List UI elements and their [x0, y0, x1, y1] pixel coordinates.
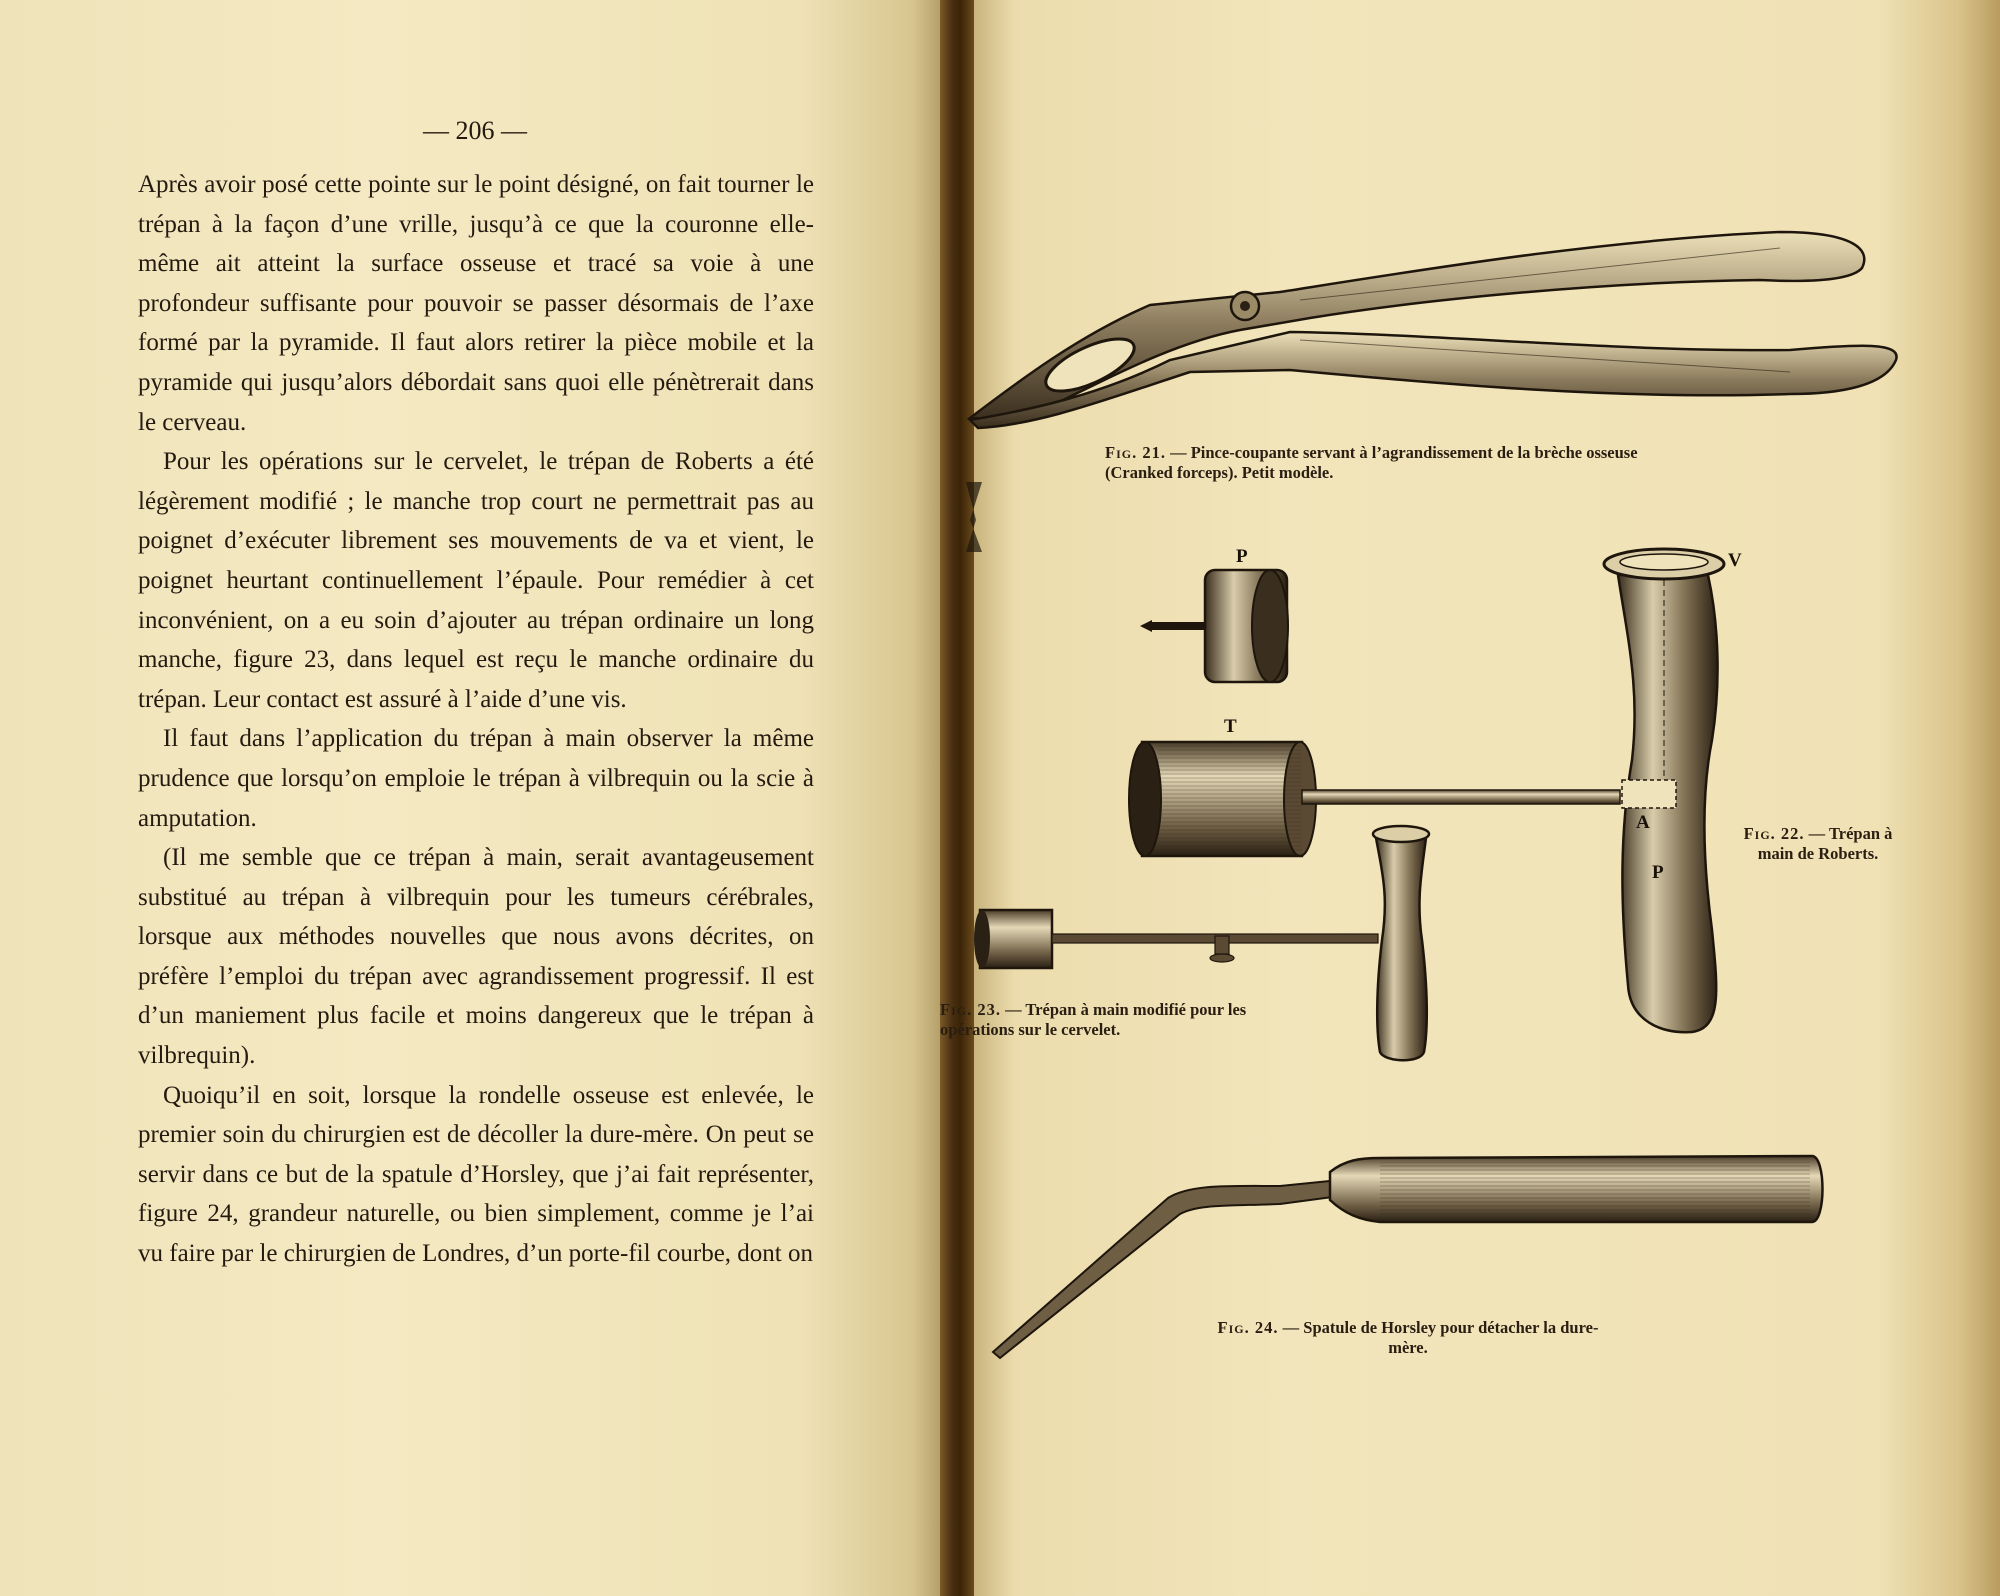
paragraph: Après avoir posé cette pointe sur le point désigné, on fait tourner le trépan à la façon d’une vrille, jusqu’à ce que la couronne elle-même ait atteint la surface osseuse et tracé sa voie à une profondeur suffisante pour pouvoir se passer désormais de l’axe formé par la pyramide. Il faut alors retirer la pièce mobile et la pyramide qui jusqu’alors débordait sans quoi elle pénètrerait dans le cerveau.	[138, 171, 814, 436]
fig22-caption	[1728, 824, 1908, 864]
fig23-text: — Trépan à main modifié pour les opérations sur le cervelet.	[940, 1000, 1247, 1039]
page-number: — 206 —	[423, 116, 527, 145]
paragraph: Quoiqu’il en soit, lorsque la rondelle osseuse est enlevée, le premier soin du chirurgien est de décoller la dure-mère. On peut se servir dans ce but de la spatule d’Horsley, que j’ai fait représenter, figure 24, grandeur naturelle, ou bien simplement, comme je l’ai vu faire par le chirurgien de Londres, d’un porte-fil courbe, dont on	[138, 1081, 814, 1268]
fig23-label: Fig. 23.	[940, 1000, 1001, 1019]
paragraph: Il faut dans l’application du trépan à main observer la même prudence que lorsqu’on emploie le trépan à vilbrequin ou la scie à amputation.	[138, 725, 814, 832]
label-t: T	[1224, 716, 1237, 737]
label-p-handle: P	[1652, 862, 1664, 883]
fig22-label: Fig. 22.	[1743, 824, 1805, 843]
fig24-text: — Spatule de Horsley pour détacher la dure-mère.	[1282, 1318, 1599, 1357]
forceps-illustration	[970, 232, 1897, 428]
fig22-text: — Trépan à main de Roberts.	[1757, 824, 1893, 863]
label-a: A	[1636, 812, 1650, 833]
fig21-caption	[1105, 443, 1665, 483]
paragraph: (Il me semble que ce trépan à main, serait avantageusement substitué au trépan à vilbrequin pour les tumeurs cérébrales, lorsque aux méthodes nouvelles que nous avons décrites, on préfère l’emploi du trépan avec agrandissement progressif. Il est d’un maniement plus facile et moins dangereux que le trépan à vilbrequin).	[138, 844, 814, 1070]
label-v: V	[1728, 550, 1742, 571]
binding-mark	[966, 482, 982, 552]
fig23-caption	[940, 1000, 1320, 1040]
fig21-label: Fig. 21.	[1105, 443, 1166, 462]
fig24-label: Fig. 24.	[1217, 1318, 1279, 1337]
label-p-top: P	[1236, 546, 1248, 567]
fig21-text: — Pince-coupante servant à l’agrandissement de la brèche osseuse (Cranked forceps). Petit modèle.	[1105, 443, 1638, 482]
paragraph: Pour les opérations sur le cervelet, le trépan de Roberts a été légèrement modifié ; le manche trop court ne permettrait pas au poignet d’exécuter librement ses mouvements de va et vient, le poignet heurtant continuellement l’épaule. Pour remédier à cet inconvénient, on a eu soin d’ajouter au trépan ordinaire un long manche, figure 23, dans lequel est reçu le manche ordinaire du trépan. Leur contact est assuré à l’aide d’une vis.	[138, 448, 814, 713]
fig24-caption	[1198, 1318, 1618, 1358]
